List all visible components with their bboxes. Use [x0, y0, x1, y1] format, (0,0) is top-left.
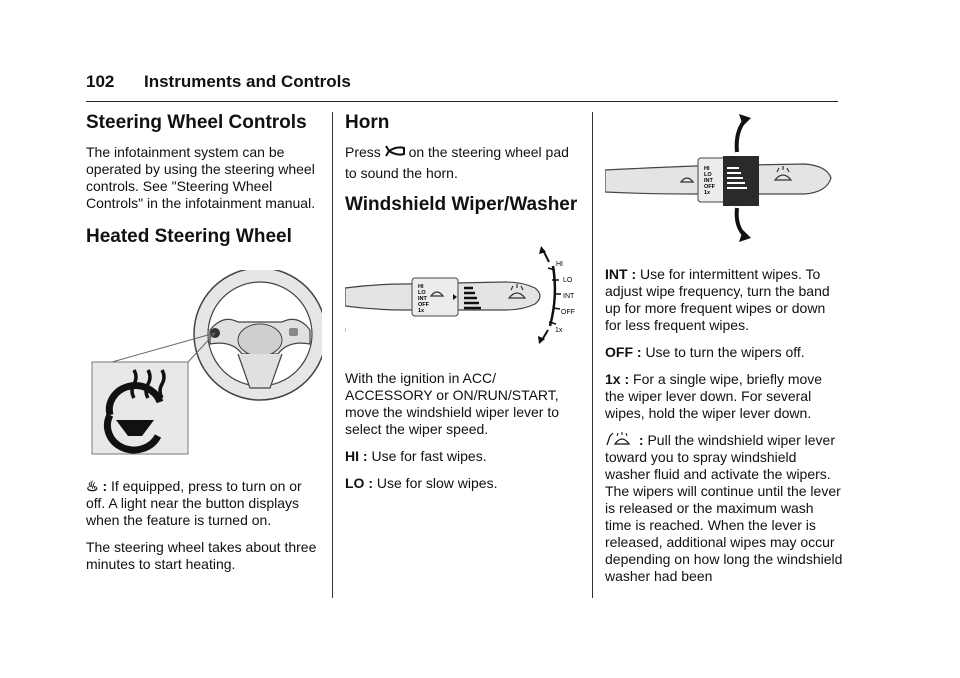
steering-wheel-controls-heading: Steering Wheel Controls: [86, 112, 307, 133]
column-2: [345, 112, 581, 216]
int-term: INT :: [605, 266, 637, 282]
heating-time-text: The steering wheel takes about three minutes to start heating.: [86, 539, 317, 572]
lever-label-1x: 1x: [418, 308, 425, 314]
lever-label-off: OFF: [418, 302, 429, 308]
column-divider-1: [332, 112, 333, 598]
hi-text: Use for fast wipes.: [371, 448, 487, 464]
diagram-label-lo: LO: [563, 277, 573, 284]
section-title: Instruments and Controls: [144, 72, 351, 91]
page-header: [86, 72, 838, 102]
heated-steering-wheel-description: ♨ : If equipped, press to turn on or off. A light near the button displays when the feature is turned on. The steering wheel takes about three minutes to start heating.: [86, 478, 322, 583]
wiper-band: [723, 156, 759, 206]
heated-steering-wheel-glyph-icon: ♨: [86, 478, 99, 494]
lever-label-hi: HI: [418, 284, 424, 290]
column-1: [86, 112, 321, 248]
ignition-text: With the ignition in ACC/ ACCESSORY or ON/RUN/START, move the windshield wiper lever to select the wiper speed.: [345, 370, 559, 437]
horn-text: Press on the steering wheel pad to sound the horn.: [345, 144, 569, 181]
off-term: OFF :: [605, 344, 642, 360]
diagram-label-hi: HI: [556, 261, 563, 268]
band-label-int: INT: [704, 178, 713, 184]
int-text: Use for intermittent wipes. To adjust wipe frequency, turn the band up for more frequent wipes or down for less frequent wipes.: [605, 266, 830, 333]
diagram-label-1x: 1x: [555, 327, 563, 334]
band-label-off: OFF: [704, 184, 715, 190]
band-label-1x: 1x: [704, 190, 711, 196]
washer-glyph-icon: [605, 432, 635, 446]
wiper-lever-band-diagram: [605, 112, 841, 246]
steering-wheel-controls-text: The infotainment system can be operated by using the steering wheel controls. See "Steering Wheel Controls" in the infotainment manual.: [86, 144, 316, 211]
heated-steering-wheel-illustration: [88, 270, 322, 460]
lo-text: Use for slow wipes.: [376, 475, 498, 491]
heated-steering-wheel-text: If equipped, press to turn on or off. A light near the button displays when the feature is turned on.: [86, 478, 302, 528]
diagram-label-off: OFF: [561, 309, 575, 316]
1x-text: For a single wipe, briefly move the wiper lever down. For several wipes, hold the wiper lever down.: [605, 371, 823, 421]
band-label-lo: LO: [704, 172, 712, 178]
wiper-description: [345, 370, 581, 502]
1x-term: 1x :: [605, 371, 630, 387]
horn-icon: [385, 145, 405, 157]
windshield-wiper-washer-heading: Windshield Wiper/Washer: [345, 194, 578, 215]
lo-term: LO :: [345, 475, 373, 491]
band-label-hi: HI: [704, 166, 710, 172]
heated-steering-wheel-heading: Heated Steering Wheel: [86, 226, 292, 247]
washer-text: Pull the windshield wiper lever toward you to spray windshield washer fluid and activate the wipers. The wipers will continue until the lever is released or the maximum wash time is reached. When the lever is released, additional wipes may occur depending on how long the windshield washer had been: [605, 432, 843, 584]
lever-label-int: INT: [418, 296, 427, 302]
wiper-lever-side-diagram: [345, 244, 581, 348]
hi-term: HI :: [345, 448, 368, 464]
diagram-label-int: INT: [563, 293, 575, 300]
column-divider-2: [592, 112, 593, 598]
horn-heading: Horn: [345, 112, 390, 133]
off-text: Use to turn the wipers off.: [645, 344, 805, 360]
wiper-modes-description: INT : Use for intermittent wipes. To adjust wipe frequency, turn the band up for more frequent wipes or down for less frequent wipes. OFF : Use to turn the wipers off. 1x : For a single wipe, briefly move the wiper lever down. For several wipes, hold the wiper lever down. : Pull the windshield wiper lever toward you to spray windshield washer fluid and activate the wipers. The wipers will continue until the lever is released or the maximum wash time is reached. When the lever is released, additional wipes may occur depending on how long the windshield washer had been: [605, 266, 843, 584]
lever-label-lo: LO: [418, 290, 426, 296]
page-number: 102: [86, 72, 115, 91]
